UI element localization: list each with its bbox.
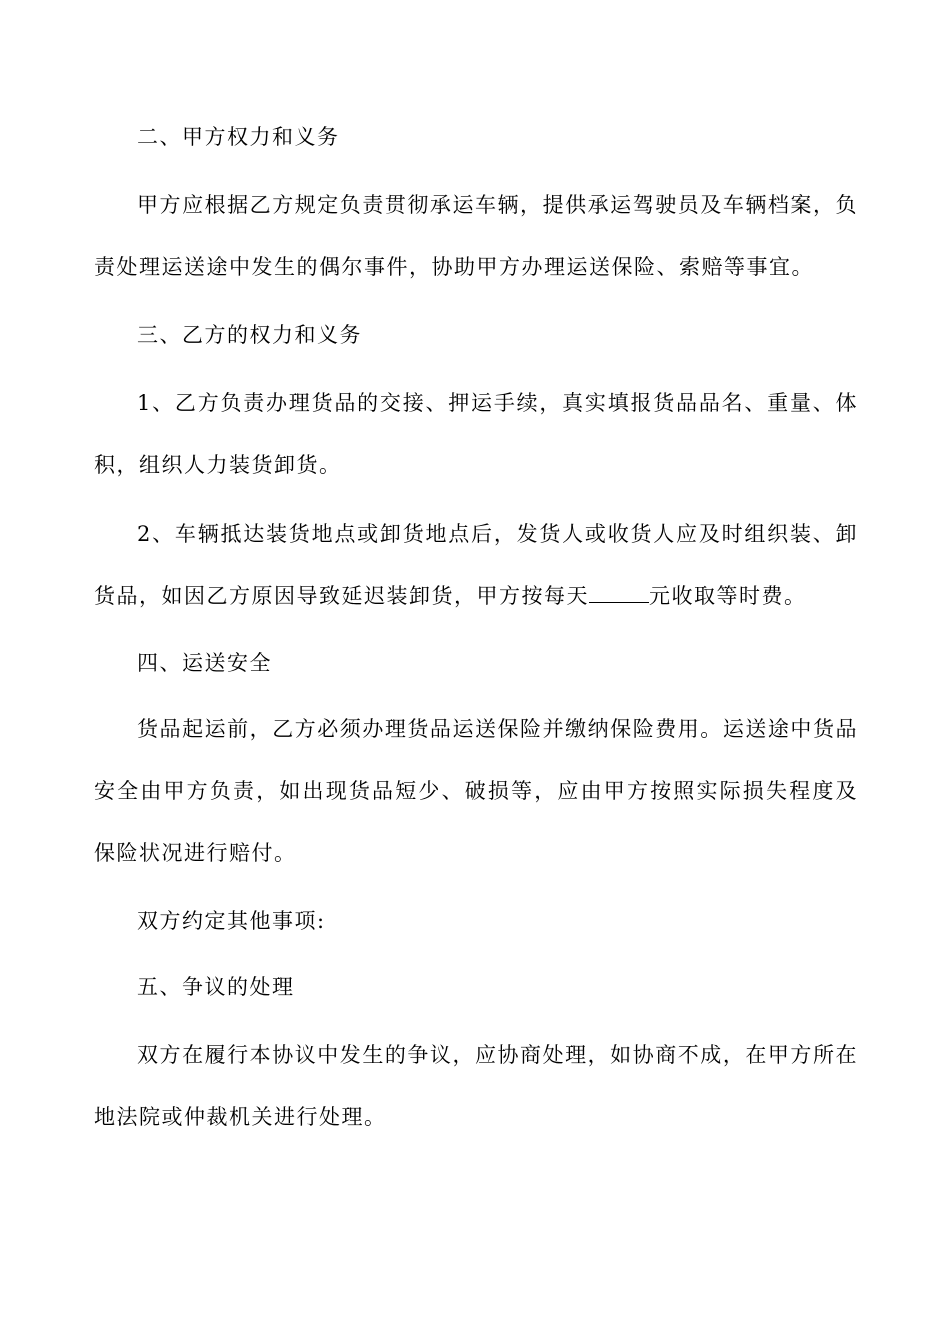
- section-heading-dispute-handling: 五、争议的处理: [137, 975, 295, 999]
- section-heading-party-b-rights: 三、乙方的权力和义务: [137, 323, 362, 347]
- paragraph-party-a-duties: 甲方应根据乙方规定负责贯彻承运车辆，提供承运驾驶员及车辆档案，负责处理运送途中发生的偶尔事件，协助甲方办理运送保险、索赔等事宜。: [94, 193, 858, 279]
- paragraph-other-matters: 双方约定其他事项:: [137, 909, 326, 933]
- paragraph-dispute-handling: 双方在履行本协议中发生的争议，应协商处理，如协商不成，在甲方所在地法院或仲裁机关进行处理。: [94, 1043, 858, 1129]
- paragraph-party-b-clause-1: 1、乙方负责办理货品的交接、押运手续，真实填报货品品名、重量、体积，组织人力装货卸货。: [94, 391, 858, 477]
- section-heading-transport-safety: 四、运送安全: [137, 651, 272, 675]
- section-heading-party-a-rights: 二、甲方权力和义务: [137, 125, 340, 149]
- paragraph-transport-safety: 货品起运前，乙方必须办理货品运送保险并缴纳保险费用。运送途中货品安全由甲方负责，如出现货品短少、破损等，应由甲方按照实际损失程度及保险状况进行赔付。: [94, 717, 858, 865]
- clause-2-text-before-blank: 2、车辆抵达装货地点或卸货地点后，发货人或收货人应及时组织装、卸货品，如因乙方原因导致延迟装卸货，甲方按每天: [94, 522, 858, 608]
- clause-2-text-after-blank: 元收取等时费。: [649, 584, 807, 608]
- paragraph-party-b-clause-2: [94, 503, 858, 627]
- fill-in-blank-daily-fee[interactable]: [589, 584, 649, 603]
